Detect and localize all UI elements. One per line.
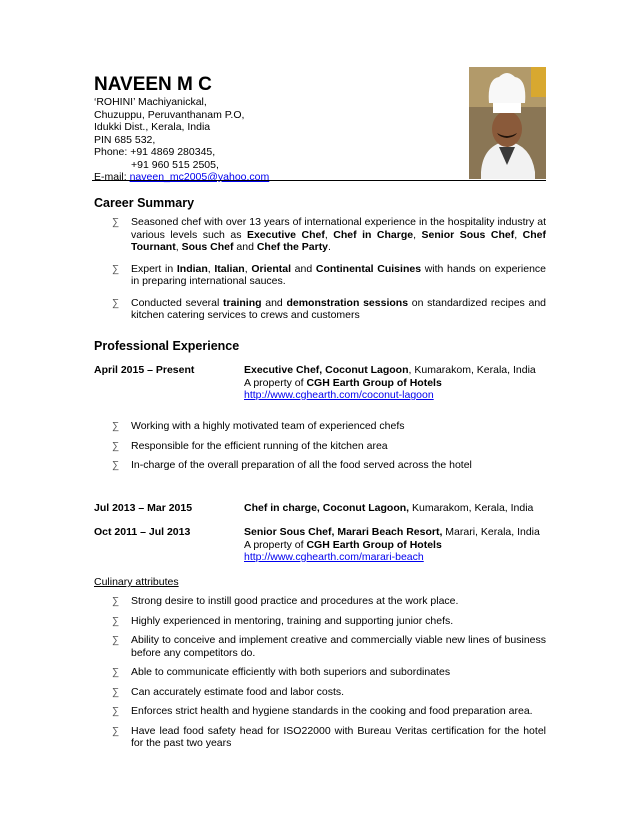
property-line <box>244 377 544 390</box>
job-title-line <box>244 364 544 377</box>
bullet-text: Have lead food safety head for ISO22000 with Bureau Veritas certification for the hotel for the past two years <box>131 724 546 749</box>
bullet-icon: ∑ <box>112 615 120 627</box>
contact-block <box>94 96 269 184</box>
bullet-text: Working with a highly motivated team of experienced chefs <box>131 420 405 432</box>
job-title-line <box>244 526 544 539</box>
property-prefix: A property of <box>244 376 307 389</box>
job-duties-list <box>112 420 546 479</box>
job-location: Marari, Kerala, India <box>442 526 540 538</box>
chef-portrait-image <box>469 67 546 179</box>
address-line: Idukki Dist., Kerala, India <box>94 121 211 133</box>
bullet-item <box>112 686 546 699</box>
culinary-attributes-heading: Culinary attributes <box>94 576 179 588</box>
professional-experience-heading: Professional Experience <box>94 339 240 353</box>
bullet-icon: ∑ <box>112 217 120 228</box>
bullet-icon: ∑ <box>112 667 120 678</box>
bullet-icon: ∑ <box>112 460 120 471</box>
job-title: Senior Sous Chef, Marari Beach Resort, <box>244 526 443 538</box>
bullet-item <box>112 420 546 433</box>
bullet-text: Strong desire to instill good practice and procedures at the work place. <box>131 595 459 607</box>
job-dates: Oct 2011 – Jul 2013 <box>94 526 191 538</box>
career-summary-list <box>112 216 546 331</box>
bullet-item <box>112 705 546 718</box>
profile-photo <box>469 67 546 179</box>
job-entry <box>244 364 544 402</box>
candidate-name: NAVEEN M C <box>94 74 212 95</box>
bullet-icon: ∑ <box>112 596 120 607</box>
email-line <box>94 171 269 184</box>
bullet-item <box>112 634 546 659</box>
job-entry <box>244 526 544 564</box>
bullet-text: Able to communicate efficiently with both superiors and subordinates <box>131 666 451 678</box>
bullet-item <box>112 263 546 288</box>
bullet-item <box>112 725 546 750</box>
bullet-icon: ∑ <box>112 440 120 452</box>
job-title-line <box>244 502 544 515</box>
header-divider <box>92 180 546 181</box>
job-location: Kumarakom, Kerala, India <box>409 502 534 514</box>
bullet-icon: ∑ <box>112 297 120 309</box>
email-link[interactable]: naveen_mc2005@yahoo.com <box>129 171 270 183</box>
property-prefix: A property of <box>244 538 307 551</box>
bullet-item <box>112 440 546 453</box>
bullet-text: In-charge of the overall preparation of all the food served across the hotel <box>131 459 472 471</box>
career-summary-heading: Career Summary <box>94 196 195 210</box>
bullet-item <box>112 216 546 254</box>
bullet-text: Expert in Indian, Italian, Oriental and Continental Cuisines with hands on experience in preparing international sauces. <box>131 262 547 287</box>
address-line: Chuzuppu, Peruvanthanam P.O, <box>94 108 245 121</box>
job-dates: April 2015 – Present <box>94 364 195 376</box>
property-name: CGH Earth Group of Hotels <box>306 538 442 551</box>
address-line: ‘ROHINI’ Machiyanickal, <box>94 96 207 108</box>
bullet-icon: ∑ <box>112 706 120 717</box>
property-url-link[interactable]: http://www.cghearth.com/marari-beach <box>244 551 424 563</box>
bullet-item <box>112 297 546 322</box>
phone-number: +91 960 515 2505, <box>131 158 219 171</box>
job-location: , Kumarakom, Kerala, India <box>408 364 536 376</box>
bullet-item <box>112 459 546 472</box>
address-line: PIN 685 532, <box>94 133 156 146</box>
bullet-item <box>112 615 546 628</box>
bullet-text: Conducted several training and demonstration sessions on standardized recipes and kitchen catering services to crews and customers <box>131 296 546 321</box>
bullet-text: Highly experienced in mentoring, training and supporting junior chefs. <box>131 614 454 627</box>
culinary-attributes-list <box>112 595 546 757</box>
property-name: CGH Earth Group of Hotels <box>306 376 442 389</box>
bullet-text: Can accurately estimate food and labor costs. <box>131 685 345 698</box>
bullet-text: Ability to conceive and implement creative and commercially viable new lines of business before any competitors do. <box>131 634 546 659</box>
bullet-item <box>112 666 546 679</box>
job-title: Chef in charge, Coconut Lagoon, <box>244 502 410 514</box>
bullet-icon: ∑ <box>112 421 120 432</box>
phone-label: Phone: <box>94 146 131 158</box>
bullet-icon: ∑ <box>112 263 120 275</box>
bullet-text: Enforces strict health and hygiene standards in the cooking and food preparation area. <box>131 705 533 717</box>
bullet-item <box>112 595 546 608</box>
job-entry <box>244 502 544 515</box>
job-title: Executive Chef, Coconut Lagoon <box>244 364 409 376</box>
email-label: E-mail: <box>94 171 130 183</box>
job-dates: Jul 2013 – Mar 2015 <box>94 502 193 514</box>
phone-line <box>94 146 269 159</box>
property-line <box>244 539 544 552</box>
bullet-text: Seasoned chef with over 13 years of international experience in the hospitality industry at various levels such as Executive Chef, Chef in Charge, Senior Sous Chef, Chef Tournant, Sous Chef and Chef the Party. <box>131 216 546 253</box>
property-url-link[interactable]: http://www.cghearth.com/coconut-lagoon <box>244 389 434 401</box>
bullet-icon: ∑ <box>112 635 120 646</box>
phone-number: +91 4869 280345, <box>130 146 216 158</box>
bullet-icon: ∑ <box>112 725 120 737</box>
bullet-icon: ∑ <box>112 686 120 698</box>
bullet-text: Responsible for the efficient running of the kitchen area <box>131 439 388 452</box>
